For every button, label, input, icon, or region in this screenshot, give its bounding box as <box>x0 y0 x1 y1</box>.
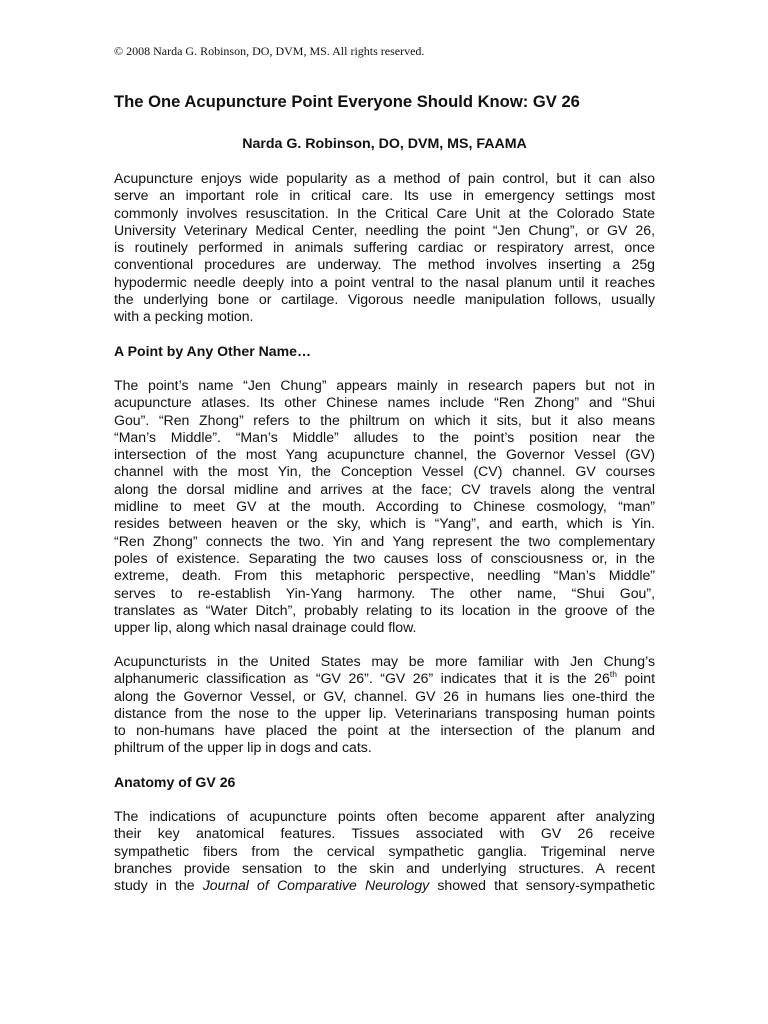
text-segment: showed that sensory-sympathetic <box>429 877 655 894</box>
text-line: the underlying bone or cartilage. Vigorous needle manipulation follows, usually <box>114 291 655 308</box>
text-line: with a pecking motion. <box>114 308 254 325</box>
article-author: Narda G. Robinson, DO, DVM, MS, FAAMA <box>242 136 527 152</box>
text-line: acupuncture atlases. Its other Chinese names include “Ren Zhong” and “Shui <box>114 394 655 411</box>
section-heading-anatomy: Anatomy of GV 26 <box>114 774 236 790</box>
text-line: upper lip, along which nasal drainage could flow. <box>114 619 417 636</box>
text-line: “Man’s Middle”. “Man’s Middle” alludes to the point’s position near the <box>114 428 655 445</box>
names-paragraph <box>114 377 655 636</box>
text-line: The indications of acupuncture points often become apparent after analyzing <box>114 808 655 824</box>
text-line: hypodermic needle deeply into a point ventral to the nasal planum until it reaches <box>114 273 655 290</box>
text-line <box>114 670 655 687</box>
text-line: midline to meet GV at the mouth. According to Chinese cosmology, “man” <box>114 498 655 515</box>
text-line: poles of existence. Separating the two causes loss of consciousness or, in the <box>114 549 655 566</box>
text-line: branches provide sensation to the skin and underlying structures. A recent <box>114 859 655 876</box>
text-line: to non-humans have placed the point at the intersection of the planum and <box>114 722 655 739</box>
ordinal-superscript: th <box>609 670 617 680</box>
text-line: commonly involves resuscitation. In the Critical Care Unit at the Colorado State <box>114 204 655 221</box>
text-line: channel with the most Yin, the Conception Vessel (CV) channel. GV courses <box>114 463 655 480</box>
text-line: Acupuncture enjoys wide popularity as a method of pain control, but it can also <box>114 170 655 186</box>
anatomy-paragraph <box>114 808 655 894</box>
text-line: translates as “Water Ditch”, probably relating to its location in the groove of the <box>114 601 655 618</box>
text-line: serves to re-establish Yin-Yang harmony. The other name, “Shui Gou”, <box>114 584 655 601</box>
text-line: Gou”. “Ren Zhong” refers to the philtrum on which it sits, but it also means <box>114 411 655 428</box>
text-line: intersection of the most Yang acupuncture channel, the Governor Vessel (GV) <box>114 446 655 463</box>
text-line: “Ren Zhong” connects the two. Yin and Yang represent the two complementary <box>114 532 655 549</box>
text-line: Acupuncturists in the United States may be more familiar with Jen Chung’s <box>114 653 655 669</box>
text-line: conventional procedures are underway. The method involves inserting a 25g <box>114 256 655 273</box>
text-segment: alphanumeric classification as “GV 26”. “GV 26” indicates that it is the 26 <box>114 670 610 687</box>
copyright-notice: © 2008 Narda G. Robinson, DO, DVM, MS. All rights reserved. <box>114 44 425 58</box>
text-line: distance from the nose to the upper lip. Veterinarians transposing human points <box>114 704 655 721</box>
text-line: extreme, death. From this metaphoric perspective, needling “Man’s Middle” <box>114 567 655 584</box>
text-line: along the dorsal midline and arrives at the face; CV travels along the ventral <box>114 480 655 497</box>
article-title: The One Acupuncture Point Everyone Should Know: GV 26 <box>114 92 580 111</box>
intro-paragraph <box>114 170 655 326</box>
text-line: philtrum of the upper lip in dogs and cats. <box>114 739 372 756</box>
text-line: University Veterinary Medical Center, needling the point “Jen Chung”, or GV 26, <box>114 221 655 238</box>
journal-title: Journal of Comparative Neurology <box>202 877 430 894</box>
text-line: is routinely performed in animals suffering cardiac or respiratory arrest, once <box>114 239 655 256</box>
text-line: resides between heaven or the sky, which is “Yang”, and earth, which is Yin. <box>114 515 655 532</box>
text-line: along the Governor Vessel, or GV, channel. GV 26 in humans lies one-third the <box>114 687 655 704</box>
text-segment: point <box>616 670 655 687</box>
text-line <box>114 877 655 894</box>
text-line: their key anatomical features. Tissues associated with GV 26 receive <box>114 825 655 842</box>
text-line: serve an important role in critical care. Its use in emergency settings most <box>114 187 655 204</box>
text-line: sympathetic fibers from the cervical sympathetic ganglia. Trigeminal nerve <box>114 842 655 859</box>
classification-paragraph <box>114 653 655 757</box>
text-segment: study in the <box>114 877 203 894</box>
text-line: The point’s name “Jen Chung” appears mainly in research papers but not in <box>114 377 655 393</box>
section-heading-other-name: A Point by Any Other Name… <box>114 343 312 359</box>
